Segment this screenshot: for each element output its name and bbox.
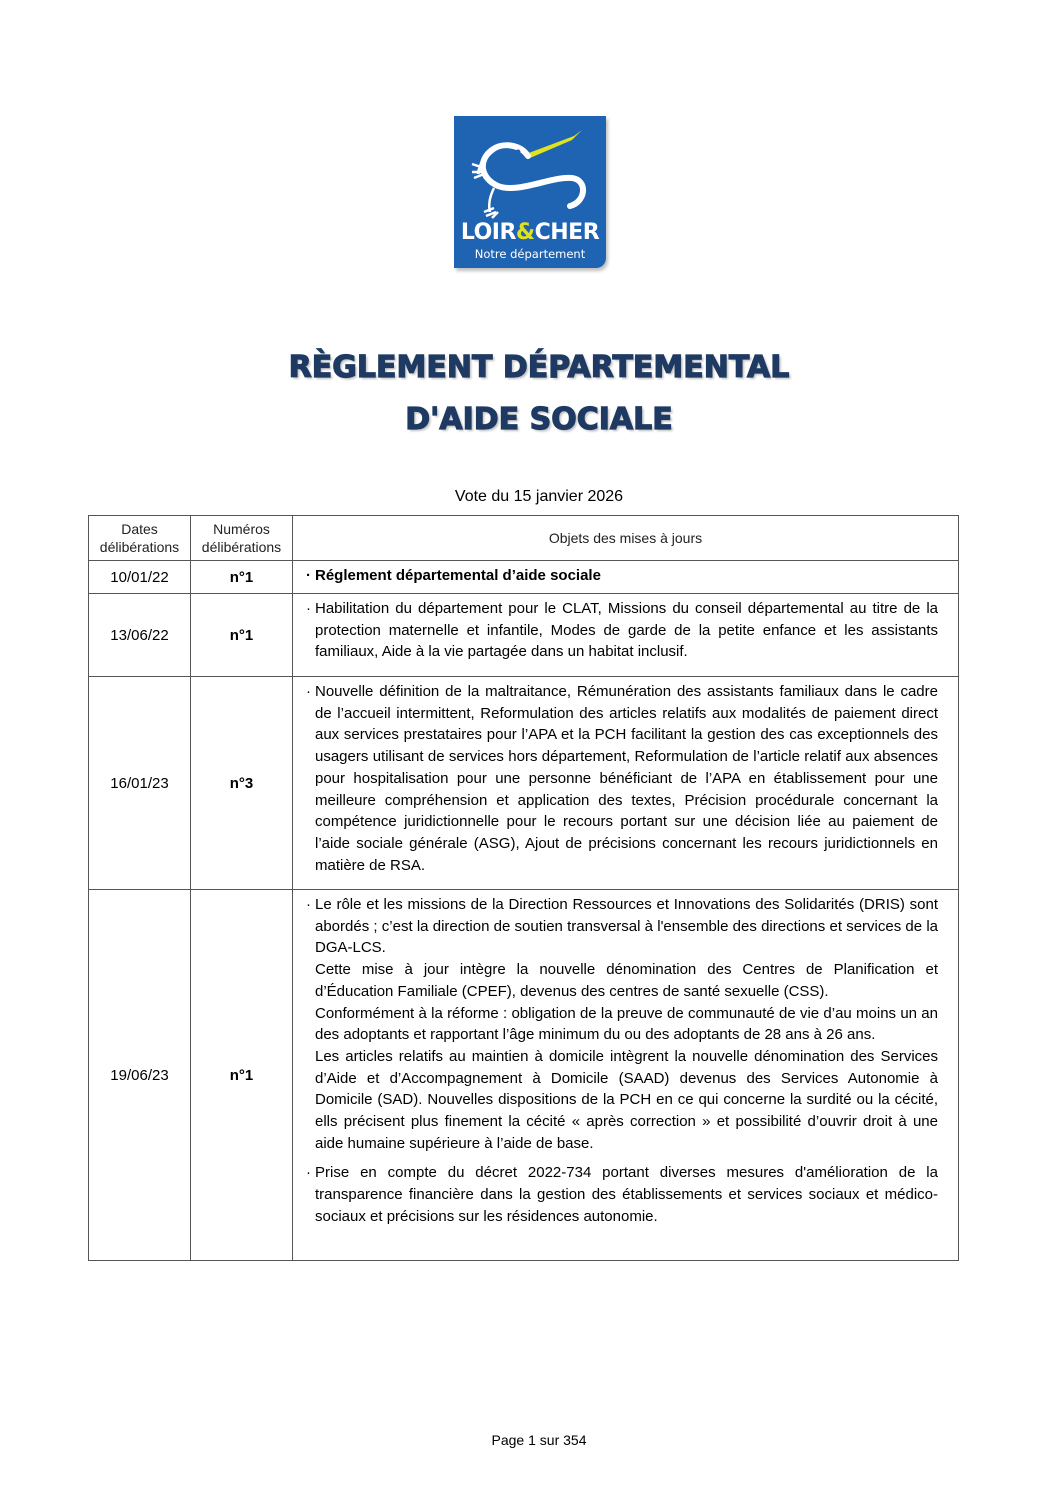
- document-title-line2: D'AIDE SOCIALE: [405, 402, 673, 437]
- update-paragraph: Les articles relatifs au maintien à domicile intègrent la nouvelle dénomination des Services d’Aide et d’Accompagnement à Domicile (SAAD) devenus des Services Autonomie à Domicile (SAD). Nouvelles dispositions de la PCH en ce qui concerne la surdité ou la cécité, ells précisent plus finement la cécité « après correction » et possibilité d’ouvrir droit à une aide humaine supérieure à l’aide de base.: [315, 1047, 938, 1152]
- update-objects: [293, 561, 959, 594]
- update-paragraph: Cette mise à jour intègre la nouvelle dénomination des Centres de Planification et d’Éducation Familiale (CPEF), devenus des centres de santé sexuelle (CSS).: [315, 961, 938, 1000]
- update-paragraph: · Prise en compte du décret 2022-734 portant diverses mesures d'amélioration de la transparence financière dans la gestion des établissements et services sociaux et médico-sociaux et précisions sur les résidences autonomie.: [315, 1162, 938, 1227]
- update-paragraph: · Réglement départemental d’aide sociale: [315, 565, 938, 587]
- update-paragraph: · Nouvelle définition de la maltraitance, Rémunération des assistants familiaux dans le cadre de l’accueil intermittent, Reformulation des articles relatifs aux modalités de paiement direct aux services prestataires pour l’APA et la PCH facilitant la gestion des cas exceptionnels des usagers utilisant de services hors département, Reformulation de l’article relatif aux absences pour hospitalisation pour une personne bénéficiant de l’APA en établissement pour une meilleure compréhension et application des textes, Précision procédurale concernant la compétence juridictionnelle pour le recours portant sur une décision liée au paiement de l’aide sociale générale (ASG), Ajout de précisions concernant les recours juridictionnels en matière de RSA.: [315, 681, 938, 876]
- salamander-icon: [454, 116, 606, 226]
- loir-et-cher-logo: [454, 116, 606, 268]
- header-dates: Dates délibérations: [89, 516, 191, 561]
- logo-wordmark: LOIR&CHER: [460, 220, 600, 245]
- update-objects: [293, 594, 959, 677]
- update-paragraph: · Le rôle et les missions de la Direction Ressources et Innovations des Solidarités (DRIS) sont abordés ; c’est la direction de soutien transversal à l'ensemble des directions et services de la DGA-LCS.: [315, 894, 938, 959]
- updates-table: [88, 515, 959, 1261]
- deliberation-number: n°3: [191, 677, 293, 890]
- logo-subtitle: Notre département: [474, 247, 586, 261]
- table-header-row: [89, 516, 959, 561]
- deliberation-number: n°1: [191, 890, 293, 1261]
- deliberation-date: 16/01/23: [89, 677, 191, 890]
- update-paragraph: Conformément à la réforme : obligation de la preuve de communauté de vie d’au moins un an des adoptants et rapportant l’âge minimum du ou des adoptants de 28 ans à 26 ans.: [315, 1004, 938, 1044]
- vote-date: Vote du 15 janvier 2026: [454, 488, 624, 505]
- update-objects: [293, 890, 959, 1261]
- table-row: [89, 677, 959, 890]
- deliberation-date: 10/01/22: [89, 561, 191, 594]
- deliberation-number: n°1: [191, 561, 293, 594]
- deliberation-date: 13/06/22: [89, 594, 191, 677]
- document-title-line1: RÈGLEMENT DÉPARTEMENTAL: [288, 350, 790, 385]
- header-numbers: Numéros délibérations: [191, 516, 293, 561]
- table-row: [89, 594, 959, 677]
- deliberation-date: 19/06/23: [89, 890, 191, 1261]
- update-objects: [293, 677, 959, 890]
- update-paragraph: · Habilitation du département pour le CLAT, Missions du conseil départemental au titre de la protection maternelle et infantile, Modes de garde de la petite enfance et les assistants familiaux, Aide à la vie partagée dans un habitat inclusif.: [315, 598, 938, 663]
- page-number: Page 1 sur 354: [491, 1432, 587, 1448]
- table-row: [89, 890, 959, 1261]
- deliberation-number: n°1: [191, 594, 293, 677]
- table-row: [89, 561, 959, 594]
- header-objects: Objets des mises à jours: [293, 516, 959, 561]
